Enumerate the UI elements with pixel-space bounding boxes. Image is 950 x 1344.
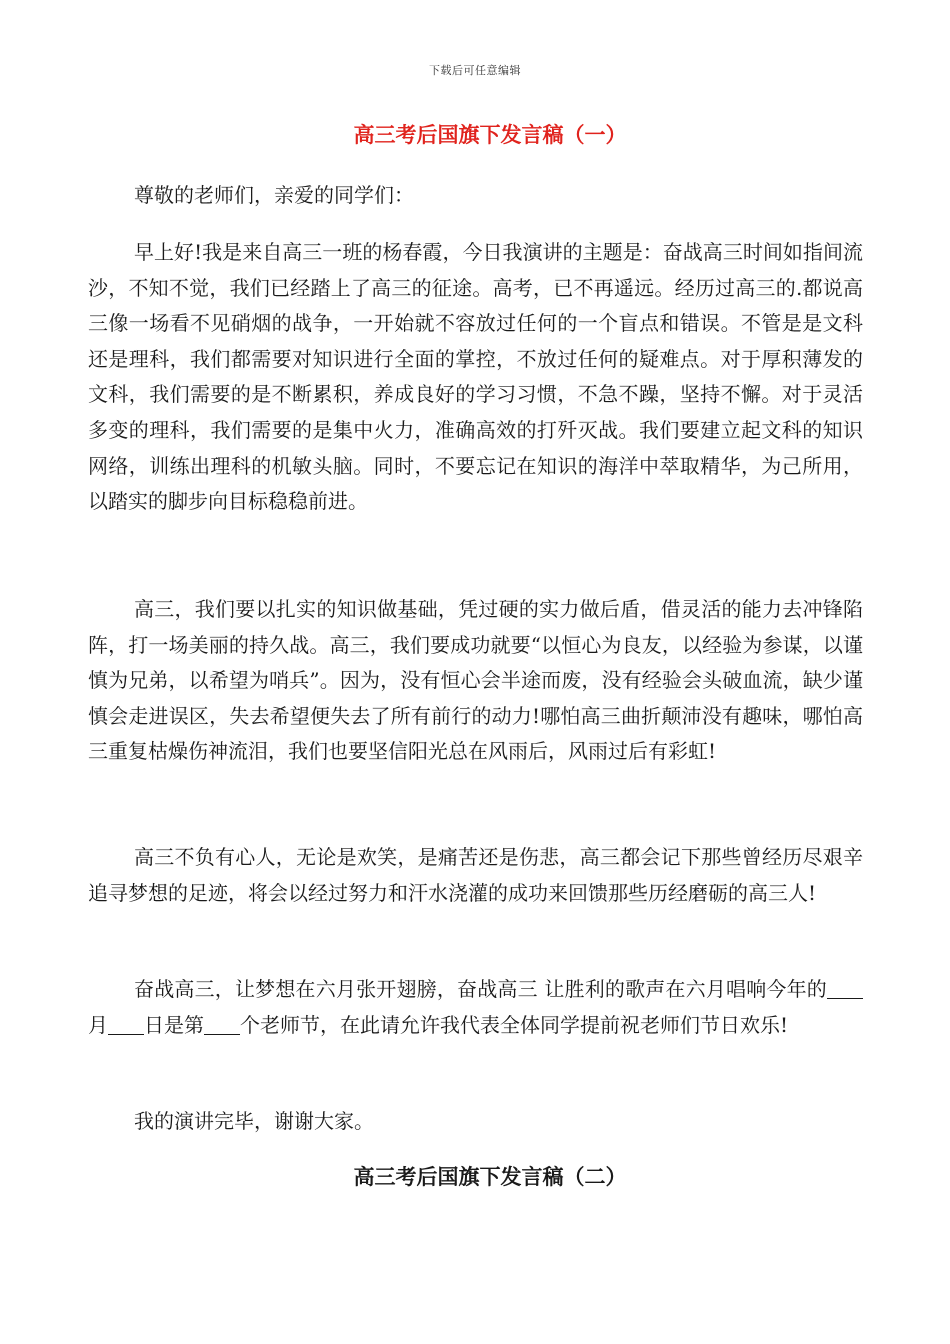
- paragraph-4-part-b: 月: [88, 1012, 108, 1037]
- body-paragraph-3: 高三不负有心人，无论是欢笑，是痛苦还是伤悲，高三都会记下那些曾经历尽艰辛追寻梦想的足迹，将会以经过努力和汗水浇灌的成功来回馈那些历经磨砺的高三人!: [88, 845, 863, 905]
- paragraph-4-part-d: 个老师节，在此请允许我代表全体同学提前祝老师们节日欢乐!: [240, 1012, 789, 1037]
- body-paragraph-4: [88, 972, 863, 1043]
- greeting-paragraph: 尊敬的老师们，亲爱的同学们：: [134, 183, 414, 207]
- fill-in-blank-month: [827, 978, 863, 999]
- document-title-1: 高三考后国旗下发言稿（一）: [353, 122, 627, 147]
- paragraph-4-part-c: 日是第: [144, 1012, 204, 1037]
- body-paragraph-1: 早上好!我是来自高三一班的杨春霞，今日我演讲的主题是：奋战高三时间如指间流沙，不知不觉，我们已经踏上了高三的征途。高考，已不再遥远。经历过高三的.都说高三像一场看不见硝烟的战争，一开始就不容放过任何的一个盲点和错误。不管是是文科还是理科，我们都需要对知识进行全面的掌控，不放过任何的疑难点。对于厚积薄发的文科，我们需要的是不断累积，养成良好的学习习惯，不急不躁，坚持不懈。对于灵活多变的理科，我们需要的是集中火力，准确高效的打歼灭战。我们要建立起文科的知识网络，训练出理科的机敏头脑。同时，不要忘记在知识的海洋中萃取精华，为己所用，以踏实的脚步向目标稳稳前进。: [88, 240, 863, 514]
- document-title-2: 高三考后国旗下发言稿（二）: [353, 1164, 627, 1189]
- paragraph-4-part-a: 奋战高三，让梦想在六月张开翅膀，奋战高三 让胜利的歌声在六月唱响今年的: [134, 977, 827, 1001]
- fill-in-blank-number: [204, 1014, 240, 1035]
- page-header-note: 下载后可任意编辑: [429, 64, 521, 77]
- closing-paragraph: 我的演讲完毕，谢谢大家。: [134, 1109, 374, 1133]
- fill-in-blank-day: [108, 1014, 144, 1035]
- body-paragraph-2: 高三，我们要以扎实的知识做基础，凭过硬的实力做后盾，借灵活的能力去冲锋陷阵，打一场美丽的持久战。高三，我们要成功就要“以恒心为良友，以经验为参谋，以谨慎为兄弟，以希望为哨兵”。因为，没有恒心会半途而废，没有经验会头破血流，缺少谨慎会走进误区，失去希望便失去了所有前行的动力!哪怕高三曲折颠沛没有趣味，哪怕高三重复枯燥伤神流泪，我们也要坚信阳光总在风雨后，风雨过后有彩虹!: [88, 597, 863, 764]
